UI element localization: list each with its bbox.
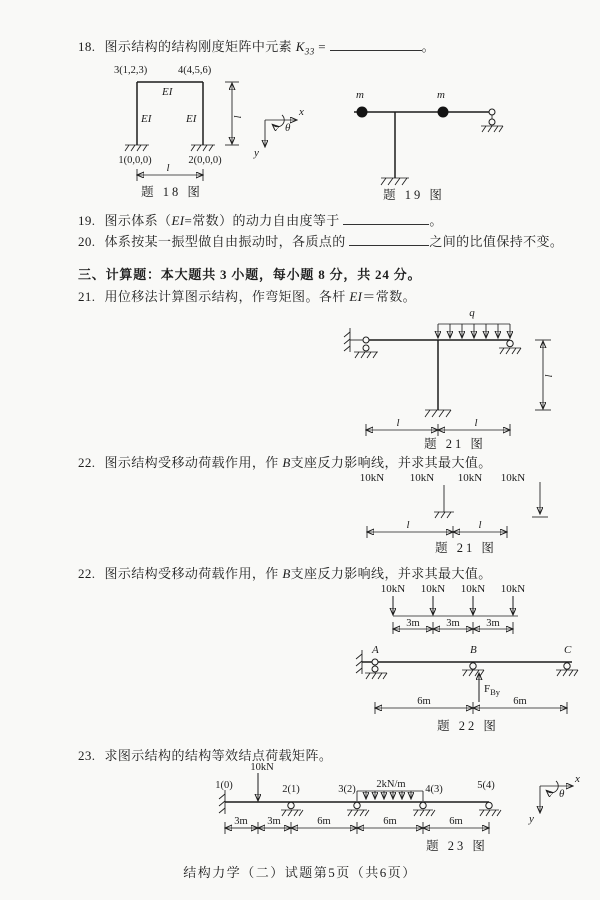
arrow-fragment	[532, 482, 548, 517]
page-footer: 结构力学（二）试题第5页（共6页）	[183, 865, 417, 880]
question-20	[78, 231, 563, 250]
dim-3m-1: 3m	[406, 618, 420, 629]
question-19	[78, 210, 443, 229]
dim-2: 3m	[267, 816, 281, 827]
load-label-1: 10kN	[359, 472, 385, 484]
span-left-label: l	[396, 417, 400, 429]
caption-q22b: 题 22 图	[437, 719, 499, 733]
load-label-3: 10kN	[457, 472, 483, 484]
span-length-label: l	[166, 162, 170, 174]
equals-sign: =	[318, 39, 326, 54]
support-b-symbol: B	[282, 455, 291, 470]
question-21-text-b: ＝常数。	[362, 289, 416, 304]
support-fragment	[434, 485, 454, 518]
x-axis-label: x	[575, 773, 580, 785]
coordinate-axes	[265, 115, 296, 146]
roller-support-b	[462, 663, 484, 676]
dim-5: 6m	[449, 816, 463, 827]
caption-q19: 题 19 图	[383, 188, 445, 202]
node-2-label: 2(1)	[282, 784, 300, 795]
dim-6m-left: 6m	[417, 696, 431, 707]
question-22a-text-a: 图示结构受移动荷载作用，作	[104, 455, 279, 470]
udl-label: 2kN/m	[376, 779, 406, 790]
mass-left	[357, 107, 368, 118]
question-19-text-b: =常数）的动力自由度等于	[184, 213, 340, 228]
question-18	[78, 36, 435, 57]
right-column-ei-label: EI	[186, 113, 197, 125]
roller-support-node4	[413, 802, 435, 816]
bottom-dimension	[366, 424, 510, 436]
dim-3m-2: 3m	[446, 618, 460, 629]
left-column-ei-label: EI	[141, 113, 152, 125]
mass-left-label: m	[356, 89, 364, 101]
period: 。	[429, 213, 443, 228]
roller-support-node5	[479, 802, 501, 816]
pin-link-support-left	[344, 328, 378, 358]
ei-symbol: EI	[171, 213, 185, 228]
coordinate-axes	[540, 781, 572, 812]
dim-4: 6m	[383, 816, 397, 827]
distributed-load-2knm	[357, 791, 423, 801]
node-b-label: B	[470, 644, 477, 656]
dim-l-left: l	[406, 519, 410, 531]
node-5-label: 5(4)	[477, 780, 495, 791]
right-dimension	[225, 82, 239, 145]
diagram-q22b-beam	[340, 580, 592, 736]
x-axis-label: x	[299, 106, 304, 118]
theta-label: θ	[559, 788, 565, 800]
y-axis-label: y	[254, 147, 259, 159]
node-2-label: 2(0,0,0)	[188, 155, 222, 166]
diagram-q21-frame	[336, 302, 576, 450]
dim-6m-right: 6m	[513, 696, 527, 707]
question-22b-text-b: 支座反力影响线，并求其最大值。	[290, 566, 492, 581]
answer-blank-20	[349, 233, 429, 246]
span-dimension	[375, 702, 567, 714]
node-3-label: 3(1,2,3)	[114, 65, 148, 76]
fixed-support-node1	[219, 790, 225, 814]
question-23-number: 23.	[78, 748, 96, 763]
question-21-number: 21.	[78, 289, 96, 304]
height-length-label: l	[232, 115, 244, 119]
udl-q-label: q	[469, 307, 475, 319]
question-22a-text-b: 支座反力影响线，并求其最大值。	[290, 455, 492, 470]
y-axis-label: y	[529, 813, 534, 825]
diagram-q18-frame	[102, 62, 307, 207]
question-22a-number: 22.	[78, 455, 96, 470]
node-1-label: 1(0)	[215, 780, 233, 791]
diagram-q19-masses	[334, 86, 534, 206]
question-19-number: 19.	[78, 213, 96, 228]
point-load-label: 10kN	[250, 762, 274, 773]
load-label-4: 10kN	[500, 472, 526, 484]
caption-q18: 题 18 图	[141, 185, 203, 199]
dim-3m-3: 3m	[486, 618, 500, 629]
fixed-support-column	[425, 410, 451, 417]
period: 。	[421, 39, 436, 54]
dim-l-right: l	[478, 519, 482, 531]
load-label-4: 10kN	[500, 583, 526, 595]
question-19-text-a: 图示体系（	[104, 213, 172, 228]
answer-blank-19	[343, 212, 429, 225]
question-23-text: 求图示结构的结构等效结点荷载矩阵。	[104, 748, 333, 763]
question-22b-number: 22.	[78, 566, 96, 581]
stiffness-symbol: $K_{33}$	[295, 39, 315, 57]
beam-ei-label: EI	[162, 86, 173, 98]
load-label-3: 10kN	[460, 583, 486, 595]
moving-load-train	[381, 583, 526, 634]
load-label-2: 10kN	[420, 583, 446, 595]
roller-support-right	[499, 340, 521, 354]
diagram-q22a-partial	[358, 468, 598, 558]
mass-right-label: m	[437, 89, 445, 101]
dim-3: 6m	[317, 816, 331, 827]
reaction-fby-label: $F_{By}$	[484, 683, 501, 697]
roller-support-node2	[281, 802, 303, 816]
diagram-q23-beam	[210, 760, 598, 856]
question-20-text-a: 体系按某一振型做自由振动时，各质点的	[104, 234, 346, 249]
span-right-label: l	[474, 417, 478, 429]
distributed-load-q	[438, 324, 510, 337]
question-18-text: 图示结构的结构刚度矩阵中元素	[104, 39, 293, 54]
load-label-2: 10kN	[409, 472, 435, 484]
caption-q22a: 题 21 图	[435, 541, 497, 555]
caption-q21: 题 21 图	[424, 437, 486, 451]
node-4-label: 4(3)	[425, 784, 443, 795]
theta-label: θ	[285, 122, 291, 134]
dim-1: 3m	[234, 816, 248, 827]
dimension-line	[367, 526, 507, 538]
section-3-heading: 三、计算题：本大题共 3 小题，每小题 8 分，共 24 分。	[78, 267, 422, 282]
roller-support-c	[556, 663, 578, 676]
node-3-label: 3(2)	[338, 784, 356, 795]
fixed-support-node2	[191, 145, 215, 151]
height-length-label: l	[543, 374, 555, 378]
node-4-label: 4(4,5,6)	[178, 65, 212, 76]
fixed-support-node1	[125, 145, 149, 151]
caption-q23: 题 23 图	[426, 839, 488, 853]
question-20-text-b: 之间的比值保持不变。	[429, 234, 564, 249]
roller-support-node3	[347, 802, 369, 816]
answer-blank-18	[330, 38, 422, 51]
ei-symbol: EI	[349, 289, 363, 304]
question-18-number: 18.	[78, 39, 96, 54]
mass-right	[438, 107, 449, 118]
support-b-symbol: B	[282, 566, 291, 581]
question-20-number: 20.	[78, 234, 96, 249]
load-label-1: 10kN	[380, 583, 406, 595]
node-c-label: C	[564, 644, 572, 656]
node-1-label: 1(0,0,0)	[118, 155, 152, 166]
bottom-dimension	[137, 169, 203, 181]
node-a-label: A	[372, 644, 379, 656]
question-22b-text-a: 图示结构受移动荷载作用，作	[104, 566, 279, 581]
question-21-text-a: 用位移法计算图示结构，作弯矩图。各杆	[104, 289, 346, 304]
fixed-support-column	[381, 178, 409, 185]
